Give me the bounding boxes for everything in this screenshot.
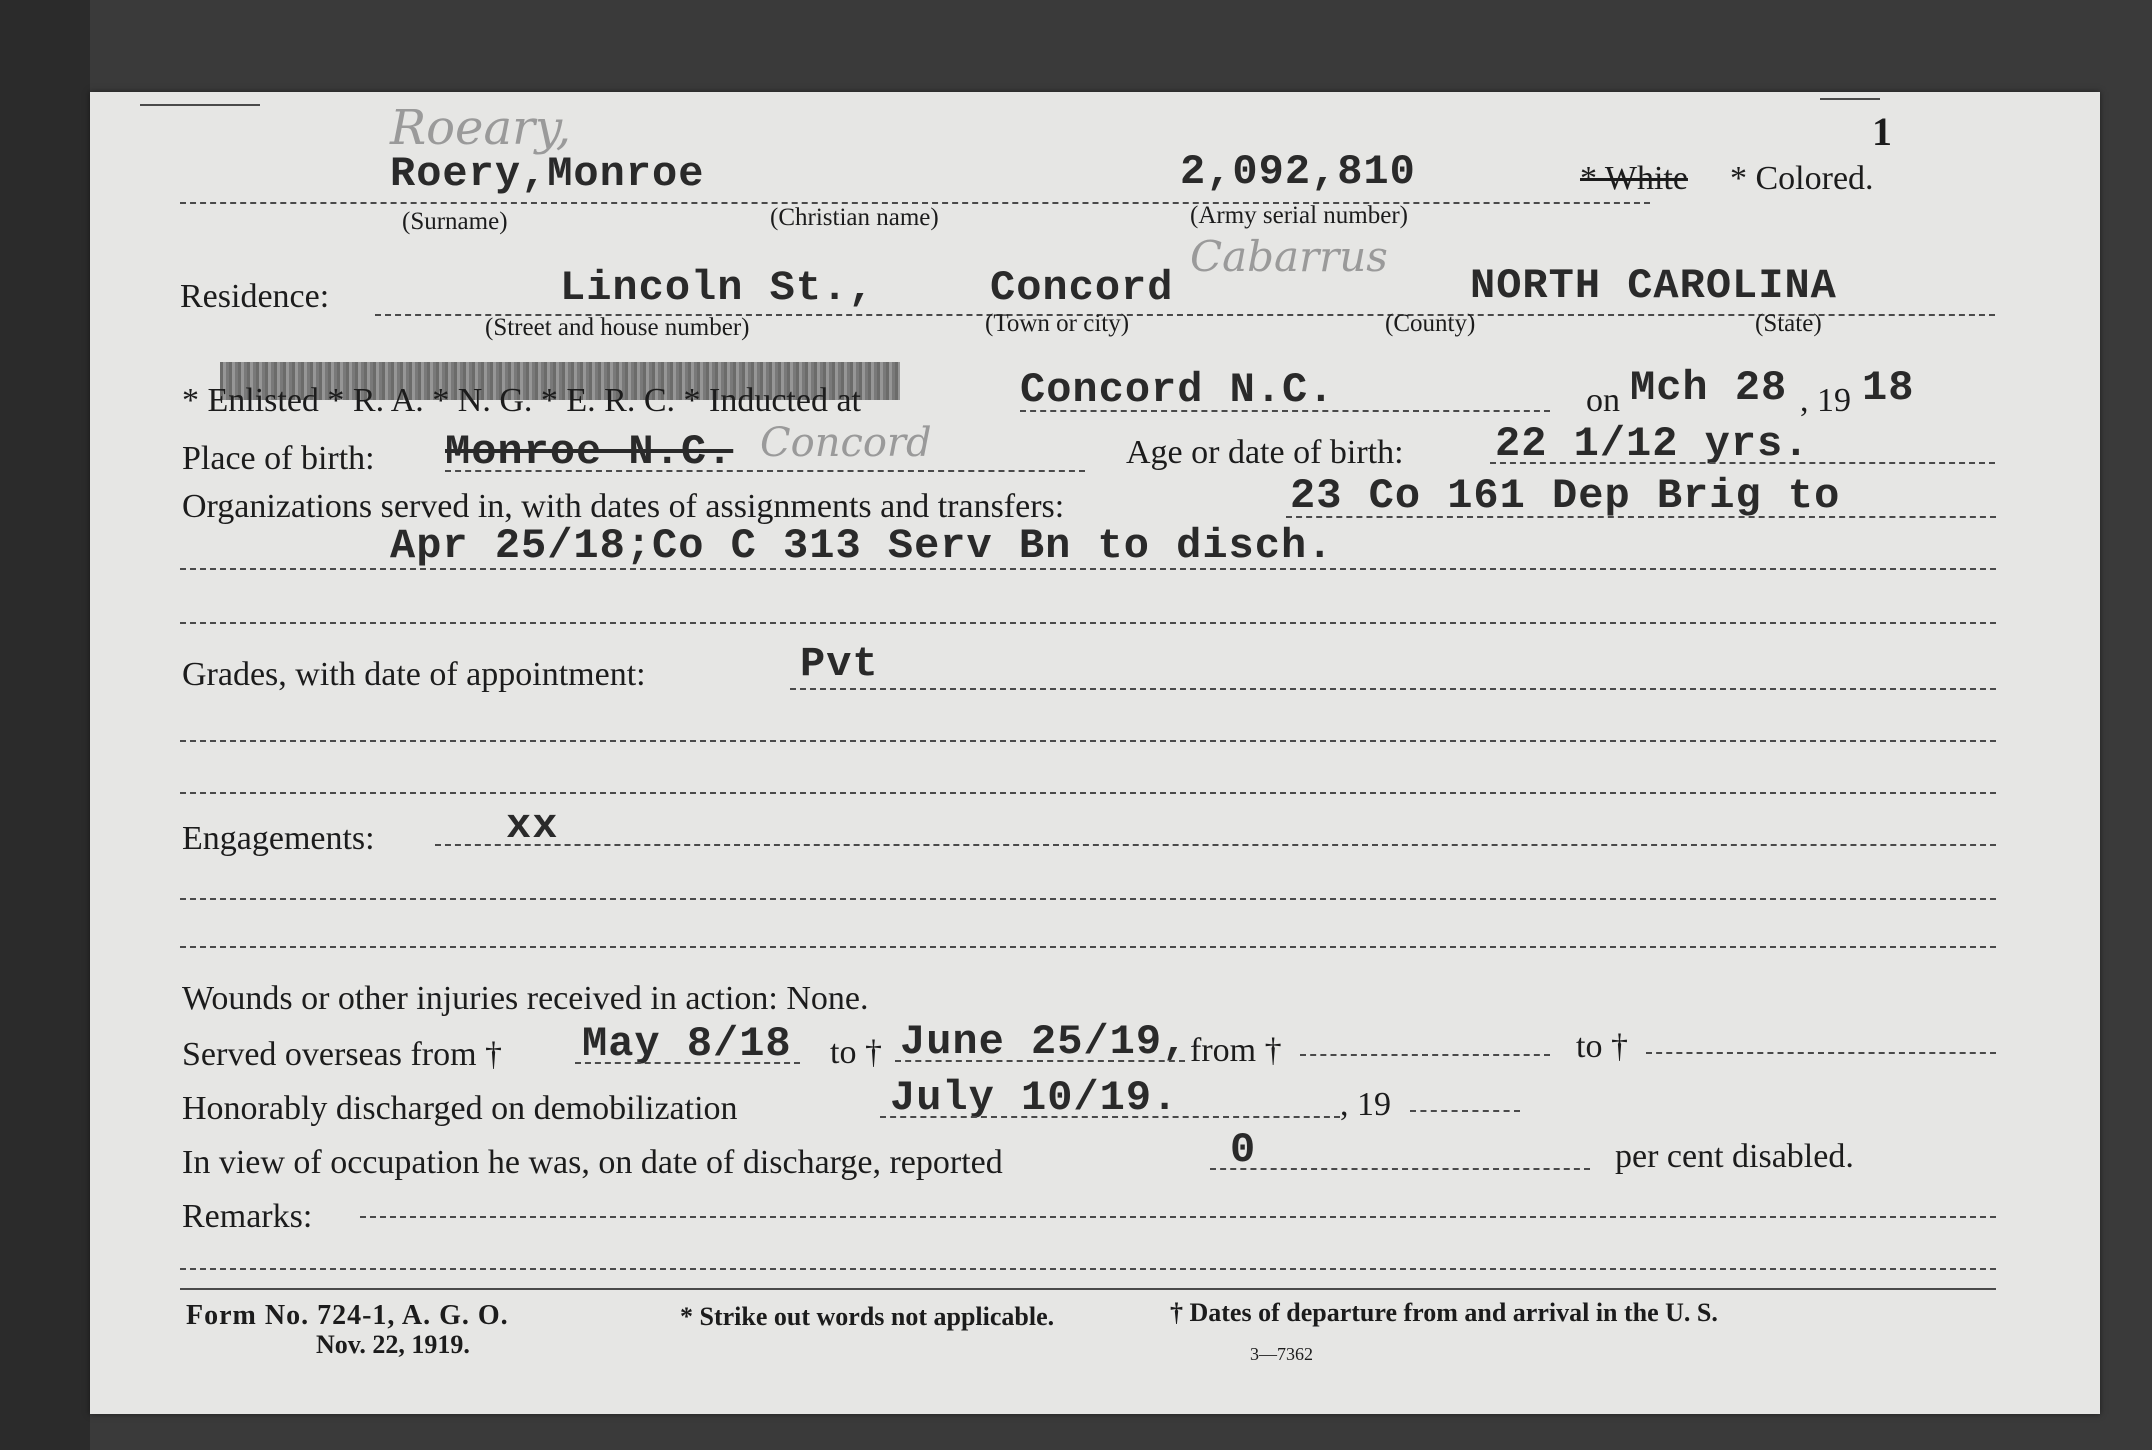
- top-right-rule: [1820, 98, 1880, 100]
- street-caption: (Street and house number): [485, 314, 750, 341]
- grades-line-2: [180, 740, 1996, 742]
- grades-label: Grades, with date of appointment:: [182, 656, 646, 693]
- inducted-year: 18: [1862, 364, 1915, 412]
- age-value: 22 1/12 yrs.: [1495, 420, 1810, 468]
- form-date: Nov. 22, 1919.: [316, 1330, 470, 1359]
- print-code: 3—7362: [1250, 1344, 1313, 1364]
- form-number: Form No. 724-1, A. G. O.: [186, 1300, 509, 1331]
- disability-label: In view of occupation he was, on date of discharge, reported: [182, 1144, 1003, 1181]
- organizations-line1: 23 Co 161 Dep Brig to: [1290, 472, 1841, 520]
- discharge-year-line: [1410, 1110, 1520, 1112]
- strike-note: * Strike out words not applicable.: [680, 1302, 1055, 1331]
- handwritten-surname: Roeary,: [390, 100, 572, 156]
- age-label: Age or date of birth:: [1126, 434, 1404, 471]
- overseas-label: Served overseas from †: [182, 1036, 503, 1073]
- residence-label: Residence:: [180, 278, 330, 315]
- state-caption: (State): [1755, 310, 1822, 337]
- residence-county-handwritten: Cabarrus: [1190, 232, 1388, 281]
- organizations-label: Organizations served in, with dates of assignments and transfers:: [182, 488, 1065, 525]
- place-of-birth-handwritten: Concord: [760, 420, 932, 466]
- residence-town: Concord: [990, 264, 1174, 312]
- dates-note: † Dates of departure from and arrival in the U. S.: [1170, 1298, 1718, 1327]
- race-colored: * Colored.: [1730, 160, 1874, 197]
- birth-place-line: [445, 470, 1085, 472]
- place-of-birth-label: Place of birth:: [182, 440, 375, 477]
- remarks-line-1: [360, 1216, 1996, 1218]
- engagements-line-2: [180, 898, 1996, 900]
- overseas-to-label-2: to †: [1576, 1028, 1628, 1065]
- overseas-from-line-2: [1300, 1054, 1550, 1056]
- inducted-line: [1020, 410, 1550, 412]
- footer-rule: [180, 1288, 1996, 1290]
- engagements-label: Engagements:: [182, 820, 375, 857]
- grades-line-1: [790, 688, 1996, 690]
- surname-caption: (Surname): [402, 208, 508, 235]
- organizations-line2: Apr 25/18;Co C 313 Serv Bn to disch.: [390, 522, 1334, 570]
- engagements-value: xx: [506, 802, 559, 850]
- overseas-from-label-2: from †: [1190, 1032, 1282, 1069]
- discharge-line: [880, 1116, 1340, 1118]
- place-of-birth: Monroe N.C.: [445, 428, 734, 476]
- overseas-to-line-2: [1646, 1052, 1996, 1054]
- overseas-to-line: [895, 1060, 1185, 1062]
- disability-line: [1210, 1168, 1590, 1170]
- residence-street: Lincoln St.,: [560, 264, 875, 312]
- inducted-date: Mch 28: [1630, 364, 1788, 412]
- service-record-card: [90, 92, 2100, 1414]
- engagements-line-3: [180, 946, 1996, 948]
- disability-value: 0: [1230, 1126, 1257, 1174]
- army-serial-number: 2,092,810: [1180, 148, 1416, 196]
- org-line-1: [1286, 516, 1996, 518]
- overseas-to-label: to †: [830, 1034, 882, 1071]
- org-line-2: [180, 568, 1996, 570]
- card-number: 1: [1872, 109, 1892, 154]
- grades-line-3: [180, 792, 1996, 794]
- serial-caption: (Army serial number): [1190, 202, 1408, 229]
- grades-value: Pvt: [800, 640, 879, 688]
- overseas-from-date: May 8/18: [582, 1020, 792, 1068]
- year-prefix: , 19: [1800, 382, 1851, 419]
- town-caption: (Town or city): [985, 310, 1130, 337]
- residence-state: NORTH CAROLINA: [1470, 262, 1837, 310]
- enlistment-label: * Enlisted * R. A. * N. G. * E. R. C. * Inducted at: [182, 382, 862, 419]
- discharge-year-label: , 19: [1340, 1086, 1391, 1123]
- discharge-date: July 10/19.: [890, 1074, 1179, 1122]
- disability-suffix: per cent disabled.: [1615, 1138, 1854, 1175]
- overseas-to-date: June 25/19,: [900, 1018, 1189, 1066]
- remarks-label: Remarks:: [182, 1198, 313, 1235]
- discharge-label: Honorably discharged on demobilization: [182, 1090, 738, 1127]
- engagements-line-1: [435, 844, 1996, 846]
- overseas-from-line: [575, 1062, 800, 1064]
- inducted-place: Concord N.C.: [1020, 366, 1335, 414]
- top-left-rule: [140, 104, 260, 106]
- org-line-3: [180, 622, 1996, 624]
- on-label: on: [1586, 382, 1620, 419]
- christian-name-caption: (Christian name): [770, 204, 939, 231]
- surname-value: Roery,Monroe: [390, 150, 705, 198]
- wounds-label: Wounds or other injuries received in action: None.: [182, 980, 869, 1017]
- scan-background: [0, 0, 90, 1450]
- county-caption: (County): [1385, 310, 1476, 337]
- remarks-line-2: [180, 1268, 1996, 1270]
- race-white: * White: [1580, 160, 1688, 197]
- age-line: [1490, 462, 1995, 464]
